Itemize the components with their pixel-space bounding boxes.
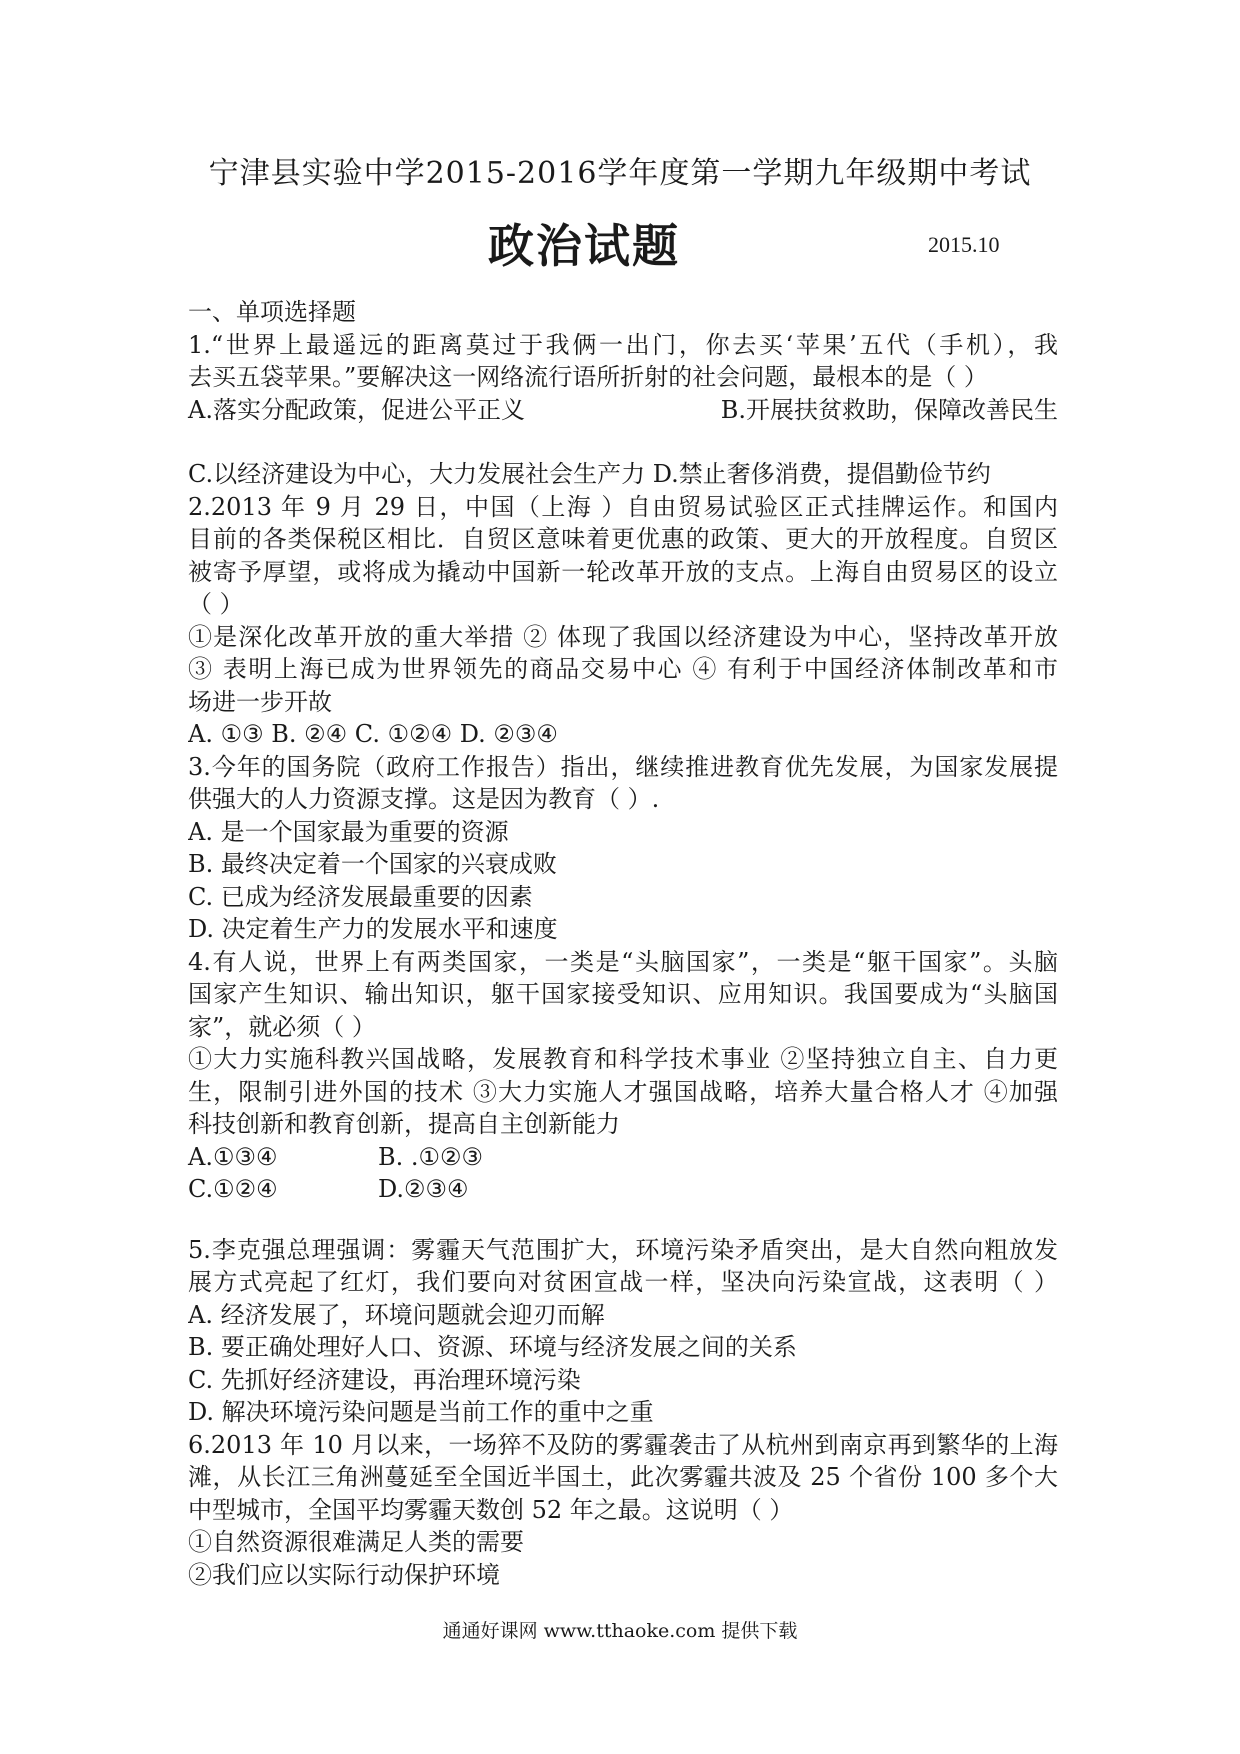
option-a: A. 是一个国家最为重要的资源 [188,817,509,846]
option-a: A.①③④ [188,1142,278,1171]
question-4-options-ab [188,1141,1058,1174]
question-4-text: 家”，就必须（ ） [188,1012,376,1041]
question-2-text: 目前的各类保税区相比．自贸区意味着更优惠的政策、更大的开放程度。自贸区 [188,525,1058,553]
option-d: D. 解决环境污染问题是当前工作的重中之重 [188,1398,654,1426]
option-c: C. 已成为经济发展最重要的因素 [188,882,533,911]
option-b: B. .①②③ [378,1142,484,1171]
question-4-statement: ①大力实施科教兴国战略，发展教育和科学技术事业 ②坚持独立自主、自力更 [188,1045,1058,1073]
blank-gap [188,426,1058,458]
question-3-text: 3.今年的国务院（政府工作报告）指出，继续推进教育优先发展，为国家发展提 [188,752,1058,781]
title-row [0,210,1240,273]
question-2-text: 2.2013 年 9 月 29 日，中国（上海 ）自由贸易试验区正式挂牌运作。和国内 [188,492,1058,521]
question-5-text: 展方式亮起了红灯，我们要向对贫困宣战一样，坚决向污染宣战，这表明（ ） [188,1268,1058,1296]
question-4-statement: 生，限制引进外国的技术 ③大力实施人才强国战略，培养大量合格人才 ④加强 [188,1077,1058,1106]
question-4-options-cd [188,1173,1058,1206]
question-4-text: 4.有人说，世界上有两类国家，一类是“头脑国家”，一类是“躯干国家”。头脑 [188,947,1058,976]
option-b: B. 要正确处理好人口、资源、环境与经济发展之间的关系 [188,1333,797,1361]
question-1-options-cd: C.以经济建设为中心，大力发展社会生产力 D.禁止奢侈消费，提倡勤俭节约 [188,460,991,488]
option-a: A. 经济发展了，环境问题就会迎刃而解 [188,1300,605,1329]
option-a: A.落实分配政策，促进公平正义 [188,395,525,424]
question-6-text: 6.2013 年 10 月以来，一场猝不及防的雾霾袭击了从杭州到南京再到繁华的上海 [188,1430,1058,1459]
question-2-blank: （ ） [188,590,244,618]
section-heading: 一、单项选择题 [188,298,356,326]
option-c: C. 先抓好经济建设，再治理环境污染 [188,1365,581,1394]
question-2-statement: ③ 表明上海已成为世界领先的商品交易中心 ④ 有利于中国经济体制改革和市 [188,655,1058,683]
question-2-statement: ①是深化改革开放的重大举措 ② 体现了我国以经济建设为中心，坚持改革开放 [188,622,1058,651]
option-d: D.②③④ [378,1175,469,1203]
option-c: C.①②④ [188,1175,278,1203]
question-6-statement: ②我们应以实际行动保护环境 [188,1560,500,1589]
question-2-statement: 场进一步开故 [188,687,332,716]
question-1-options-ab [188,394,1058,427]
question-3-text: 供强大的人力资源支撑。这是因为教育（ ）. [188,785,660,813]
option-d: D. 决定着生产力的发展水平和速度 [188,915,558,943]
question-2-text: 被寄予厚望，或将成为撬动中国新一轮改革开放的支点。上海自由贸易区的设立 [188,557,1058,586]
option-b: B. 最终决定着一个国家的兴衰成败 [188,850,557,878]
blank-gap [188,1206,1058,1234]
question-4-text: 国家产生知识、输出知识，躯干国家接受知识、应用知识。我国要成为“头脑国 [188,980,1058,1008]
question-6-text: 中型城市，全国平均雾霾天数创 52 年之最。这说明（ ） [188,1495,794,1524]
question-5-text: 5.李克强总理强调：雾霾天气范围扩大，环境污染矛盾突出，是大自然向粗放发 [188,1235,1058,1264]
question-4-statement: 科技创新和教育创新，提高自主创新能力 [188,1110,620,1138]
page-title: 政治试题 [488,219,680,273]
question-6-text: 滩，从长江三角洲蔓延至全国近半国土，此次雾霾共波及 25 个省份 100 多个大 [188,1463,1058,1491]
footer-source-note: 通通好课网 www.tthaoke.com 提供下载 [442,1620,798,1642]
question-2-options: A. ①③ B. ②④ C. ①②④ D. ②③④ [188,720,558,748]
question-1-text: 去买五袋苹果。”要解决这一网络流行语所折射的社会问题，最根本的是（ ） [188,363,988,391]
exam-date: 2015.10 [928,232,1000,257]
question-6-statement: ①自然资源很难满足人类的需要 [188,1528,524,1556]
school-exam-header: 宁津县实验中学2015-2016学年度第一学期九年级期中考试 [208,156,1032,191]
question-content [188,296,1058,1591]
question-1-text: 1.“世界上最遥远的距离莫过于我俩一出门，你去买‘苹果’五代（手机），我 [188,330,1058,359]
option-b: B.开展扶贫救助，保障改善民生 [720,395,1058,424]
